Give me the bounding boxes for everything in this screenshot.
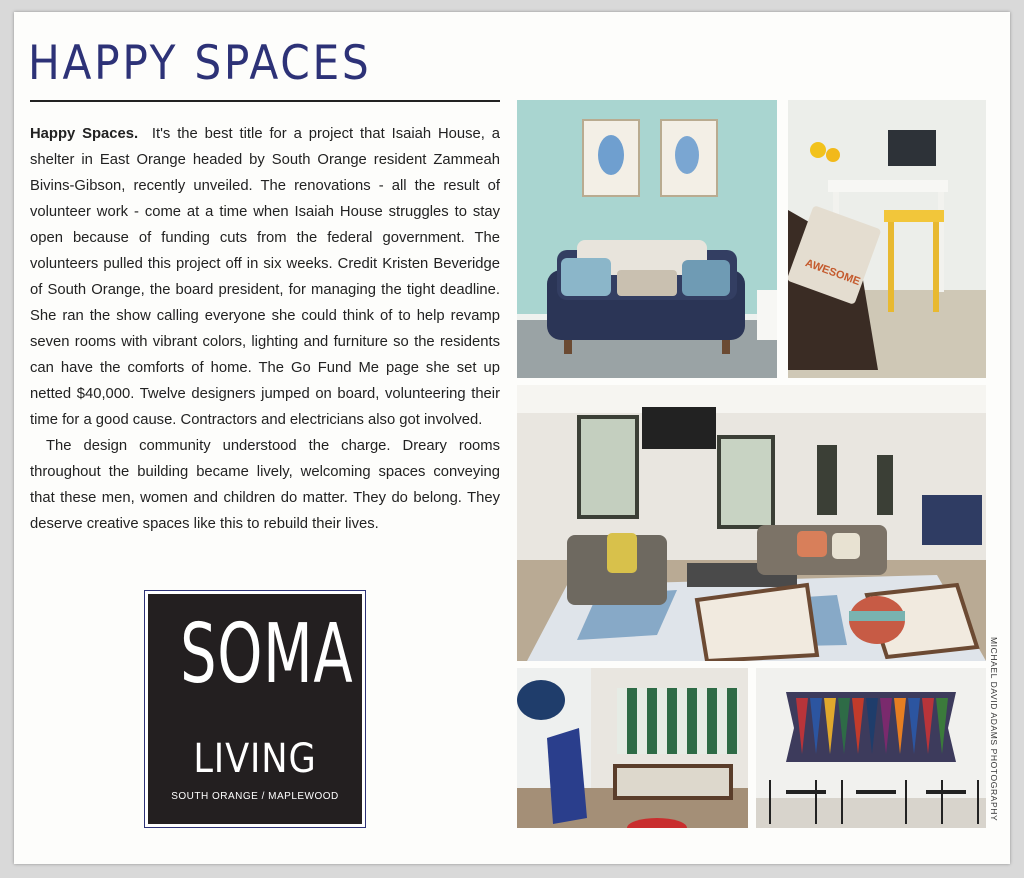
article-body [30, 121, 500, 537]
photo-lounge [517, 385, 986, 661]
magazine-page [14, 12, 1010, 864]
logo-living-text: LIVING [193, 736, 317, 782]
article-lead: Happy Spaces. [30, 126, 139, 142]
photo-credit: MICHAEL DAVID ADAMS PHOTOGRAPHY [989, 637, 999, 822]
article-paragraph-2: The design community understood the charge. Dreary rooms throughout the building became lively, welcoming spaces conveying that these men, women and children do matter. They do belong. They deserve creative spaces like this to rebuild their lives. [30, 438, 500, 532]
photo-game-room [517, 668, 748, 828]
soma-living-logo [144, 590, 366, 828]
article-paragraph-1 [30, 121, 500, 433]
article-paragraph-1-text: It's the best title for a project that Isaiah House, a shelter in East Orange headed by South Orange resident Zammeah Bivins-Gibson, recently unveiled. The renovations - all the result of volunteer work - come at a time when Isaiah House struggles to stay open because of funding cuts from the federal government. The volunteers pulled this project off in six weeks. Credit Kristen Beveridge of South Orange, the board president, for managing the tight deadline. She ran the show calling everyone she could think of to help revamp seven rooms with vibrant colors, lighting and furniture so the residents can have the comforts of home. The Go Fund Me page she set up netted $40,000. Twelve designers jumped on board, volunteering their time for a good cause. Contractors and electricians also got involved. [30, 126, 500, 428]
photo-living-room-sofa [517, 100, 777, 378]
logo-soma-text: SOMA [180, 607, 354, 702]
photo-pennant-wall [756, 668, 986, 828]
title-rule [30, 100, 500, 102]
photo-desk-nook [788, 100, 986, 378]
logo-panel [148, 594, 362, 824]
pillow-text: AWESOME [803, 257, 862, 289]
page-title: HAPPY SPACES [28, 36, 372, 91]
logo-subtitle: SOUTH ORANGE / MAPLEWOOD [171, 791, 339, 802]
